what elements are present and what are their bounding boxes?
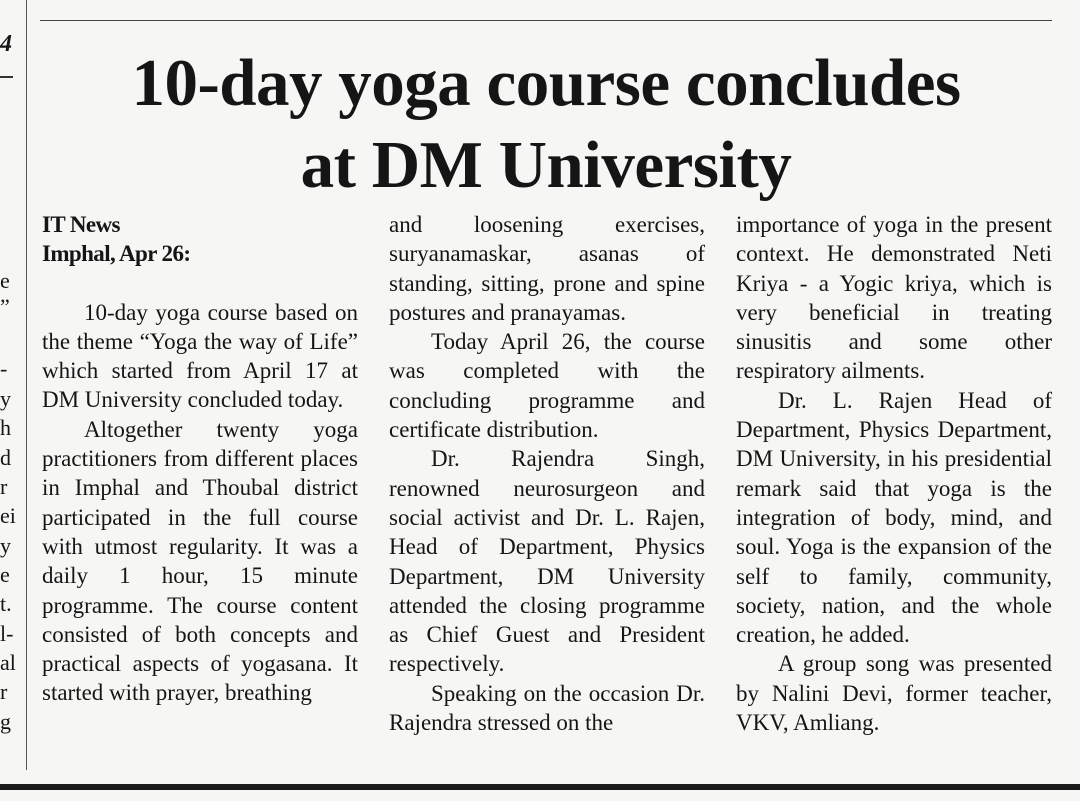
fragment-text: y [0, 533, 11, 558]
article-paragraph: Dr. L. Rajen Head of Department, Physics Department, DM University, in his presidential remark said that yoga is the integration of body, mind, and soul. Yoga is the expansion of the self to family, community, society, nation, and the whole creation, he added. [736, 387, 1052, 648]
article-paragraph: importance of yoga in the present context. He demonstrated Neti Kriya - a Yogic kriya, which is very beneficial in treating sinusitis and some other respiratory ailments. [736, 212, 1052, 384]
bottom-rule [0, 784, 1080, 790]
article-column-2 [389, 210, 705, 737]
fragment-text: r [0, 474, 8, 499]
article-paragraph: Altogether twenty yoga practitioners from different places in Imphal and Thoubal district participated in the full course with utmost regularity. It was a daily 1 hour, 15 minute programme. The course content consisted of both concepts and practical aspects of yogasana. It started with prayer, breathing [42, 416, 358, 706]
fragment-text: t. [0, 591, 12, 616]
fragment-text: e [0, 562, 10, 587]
headline [40, 42, 1052, 206]
fragment-text: al [0, 650, 16, 675]
fragment-text: ei [0, 503, 16, 528]
article-paragraph: and loosening exercises, suryanamaskar, asanas of standing, sitting, prone and spine postures and pranayamas. [389, 212, 705, 325]
article-column-3 [736, 210, 1052, 737]
column-divider [26, 0, 27, 770]
fragment-text: - [0, 356, 8, 381]
fragment-text: y [0, 386, 11, 411]
fragment-text: h [0, 415, 11, 440]
article-paragraph: Today April 26, the course was completed with the concluding programme and certificate distribution. [389, 329, 705, 443]
dateline-place-date: Imphal, Apr 26: [42, 241, 191, 267]
fragment-text: ” [0, 294, 10, 319]
fragment-text: e [0, 268, 10, 293]
headline-line-2: at DM University [300, 128, 792, 202]
headline-line-1: 10-day yoga course concludes [131, 46, 961, 120]
adjacent-article-rule [0, 76, 13, 78]
article-paragraph: 10-day yoga course based on the theme “Yoga the way of Life” which started from April 17 at DM University concluded today. [42, 299, 358, 413]
dateline-source: IT News [42, 212, 120, 237]
page-number-fragment: 4 [0, 31, 12, 57]
fragment-text: r [0, 679, 8, 704]
article-paragraph: A group song was presented by Nalini Devi, former teacher, VKV, Amliang. [736, 651, 1052, 736]
article-paragraph: Dr. Rajendra Singh, renowned neurosurgeon and social activist and Dr. L. Rajen, Head of Department, Physics Department, DM University attended the closing programme as Chief Guest and President respectively. [389, 446, 705, 677]
fragment-text: l- [0, 621, 14, 646]
article-column-1 [42, 210, 358, 708]
fragment-text: d [0, 445, 11, 470]
article-paragraph: Speaking on the occasion Dr. Rajendra stressed on the [389, 680, 705, 736]
fragment-text: g [0, 709, 11, 734]
top-rule [40, 20, 1052, 21]
